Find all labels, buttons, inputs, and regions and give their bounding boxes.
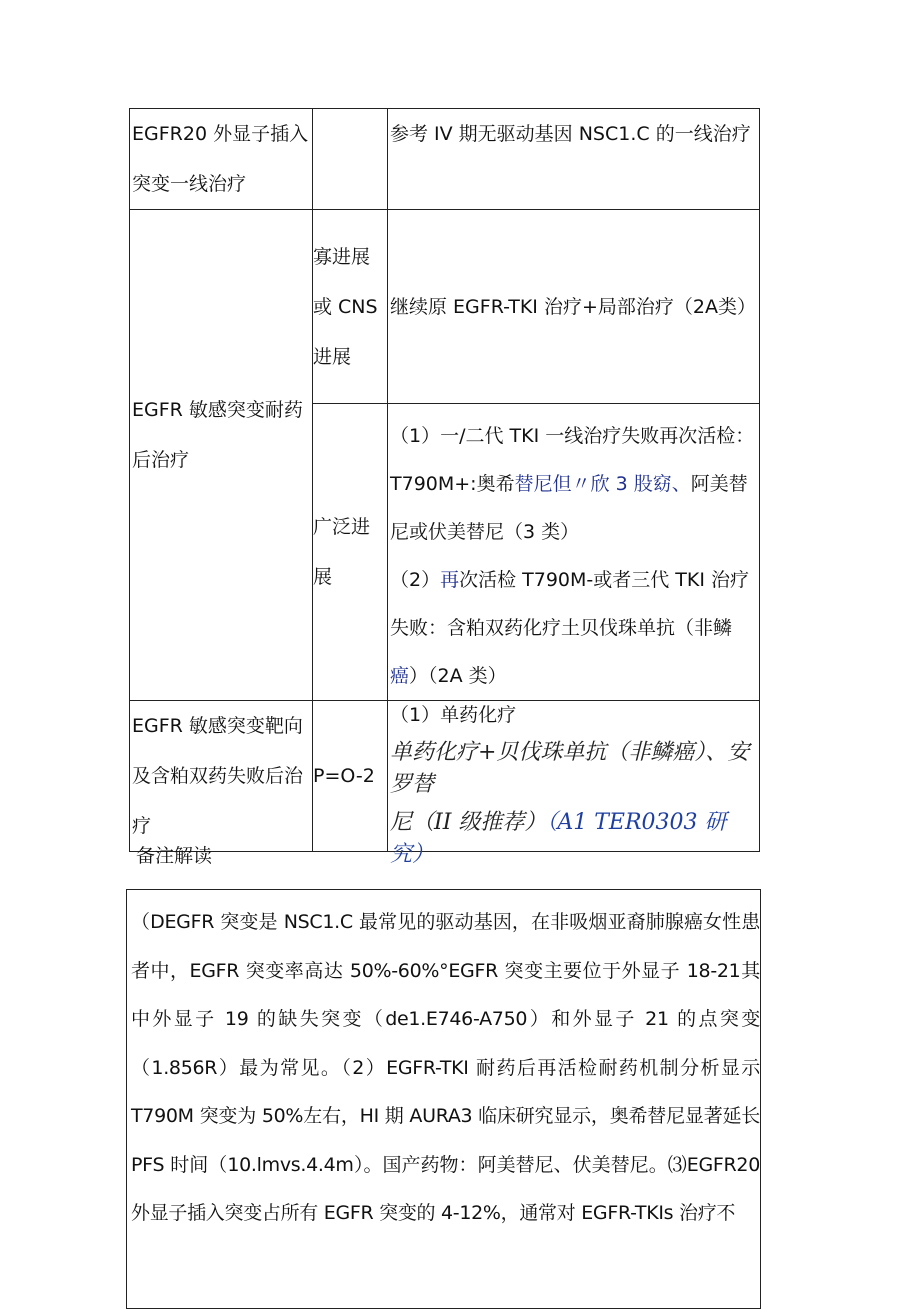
cell-text-highlight: 再: [440, 569, 460, 591]
table-row: [130, 701, 760, 852]
cell-text: 广泛进展: [313, 516, 371, 588]
cell-text: （2）: [390, 569, 441, 591]
table-cell: [388, 701, 760, 867]
cell-text: 继续原 EGFR-TKI 治疗+局部治疗（2A类）: [390, 295, 756, 318]
table-cell: [130, 210, 313, 701]
table-cell: [313, 701, 388, 852]
table-cell: [313, 210, 388, 404]
table-cell: [388, 404, 760, 701]
table-cell: [130, 701, 313, 852]
table-cell: [388, 109, 760, 210]
table-cell: [313, 109, 388, 210]
clipped-cell-content: [390, 701, 759, 867]
cell-text: EGFR 敏感突变耐药后治疗: [132, 399, 303, 471]
notes-box: [126, 889, 761, 1309]
table-cell: [388, 210, 760, 404]
cell-text: 参考 IV 期无驱动基因 NSC1.C 的一线治疗: [390, 123, 751, 145]
table-cell: [313, 404, 388, 701]
cell-text: EGFR 敏感突变靶向及含粕双药失败后治疗: [132, 715, 304, 837]
cell-text: （1）一/二代 TKI 一线治疗失败再次活检：T790M+:奥希: [390, 425, 755, 495]
table-row: [130, 109, 760, 210]
cell-text-highlight: 替尼但〃欣 3 股窈、: [514, 473, 691, 495]
cell-text-italic-highlight: （A1 TER0303 研究）: [390, 810, 727, 867]
cell-text-italic: 单药化疗+贝伐珠单抗（非鳞癌）、安罗替: [390, 740, 750, 797]
cell-text: 阿美替尼或伏美替尼（3 类）: [390, 473, 748, 543]
cell-text: EGFR20 外显子插入突变一线治疗: [132, 123, 309, 195]
table-cell: [130, 109, 313, 210]
table-row: [130, 210, 760, 404]
cell-text: P=O-2: [313, 765, 375, 787]
cell-text-highlight: 癌: [390, 665, 410, 687]
notes-body: （DEGFR 突变是 NSC1.C 最常见的驱动基因，在非吸烟亚裔肺腺癌女性患者中，EGFR 突变率高达 50%-60%°EGFR 突变主要位于外显子 18-21其中外显子 19 的缺失突变（de1.E746-A750）和外显子 21 的点突变（1.856R）最为常见。（2）EGFR-TKI 耐药后再活检耐药机制分析显示T790M 突变为 50%左右，HI 期 AURA3 临床研究显示，奥希替尼显著延长 PFS 时间（10.lmvs.4.4m）。国产药物：阿美替尼、伏美替尼。⑶EGFR20外显子插入突变占所有 EGFR 突变的 4-12%，通常对 EGFR-TKIs 治疗不: [131, 911, 760, 1224]
cell-text: 次活检 T790M-或者三代 TKI 治疗失败：含粕双药化疗土贝伐珠单抗（非鳞: [390, 569, 750, 639]
notes-title: 备注解读: [136, 845, 213, 867]
cell-text: （1）单药化疗: [390, 704, 517, 726]
cell-text: 寡进展或 CNS 进展: [313, 245, 378, 368]
cell-text-italic: 尼（II 级推荐）: [390, 810, 547, 835]
cell-text: ）（2A 类）: [409, 665, 507, 687]
